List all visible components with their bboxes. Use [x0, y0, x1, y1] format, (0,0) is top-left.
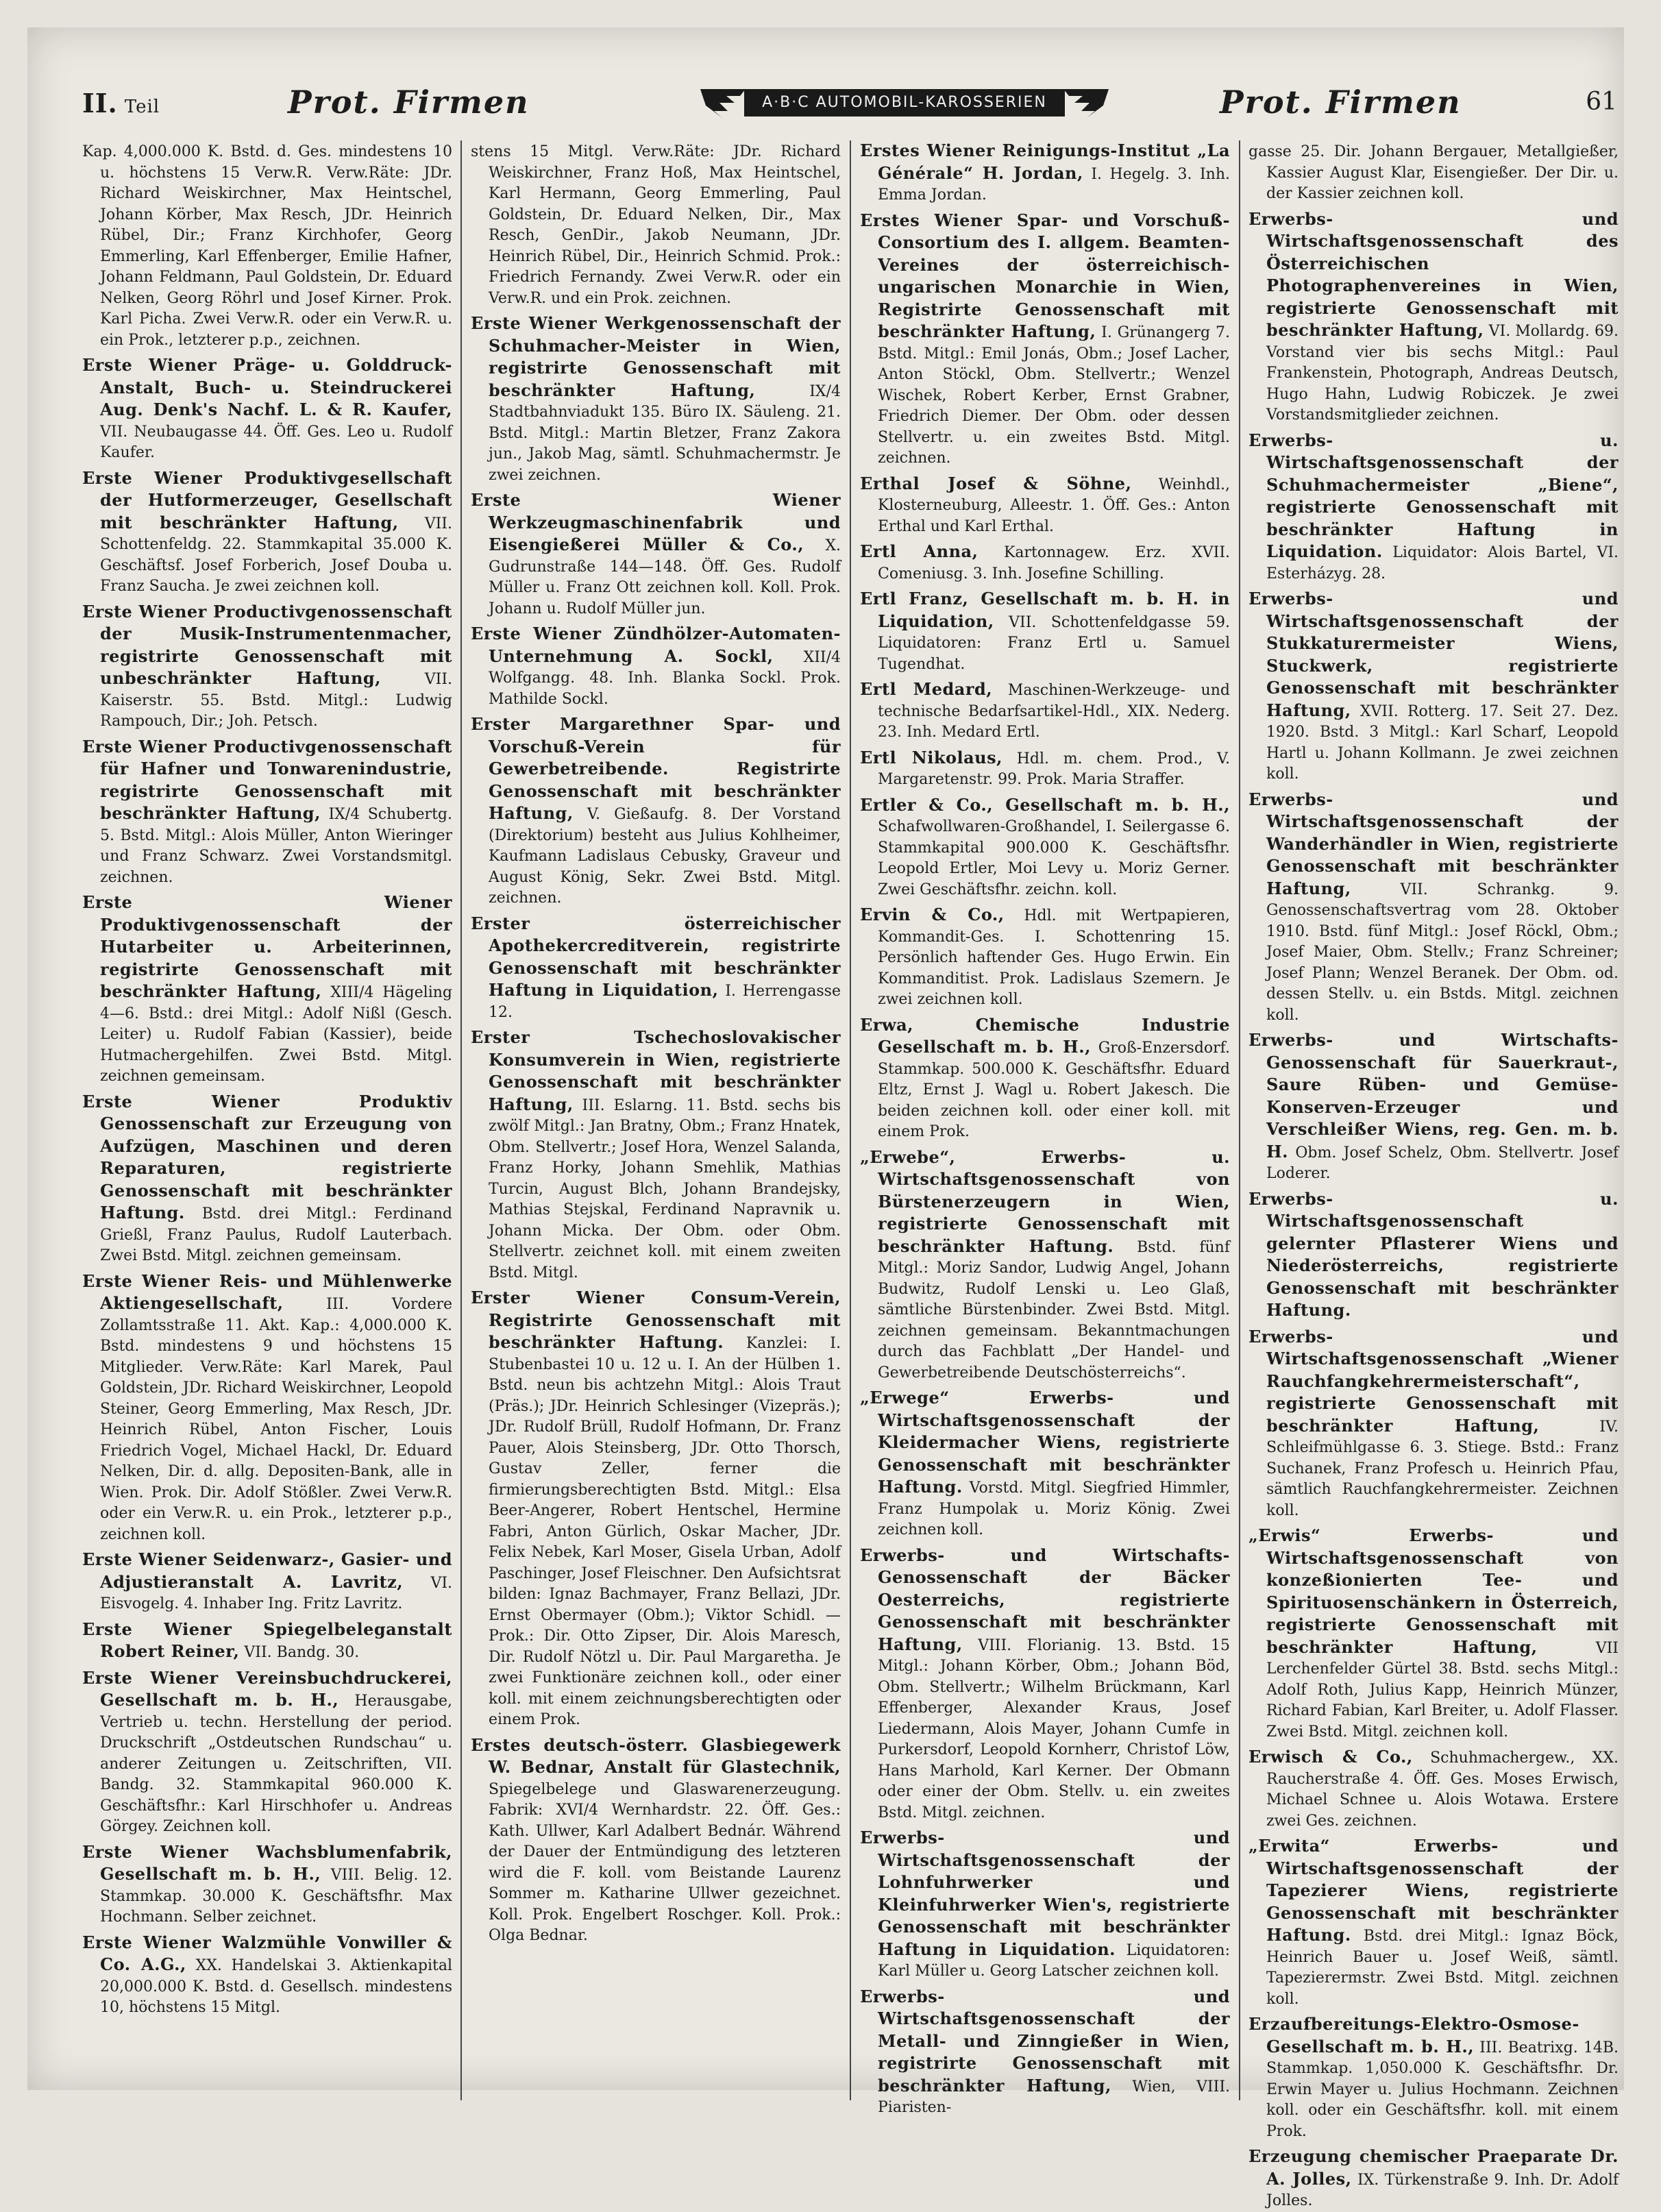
firm-name: Erthal Josef & Söhne,	[860, 473, 1132, 493]
firm-name: Ertl Franz, Gesellschaft m. b. H. in Liquidation,	[860, 589, 1230, 631]
directory-entry	[82, 355, 452, 464]
firm-details: XIII/4 Hägeling 4—6. Bstd.: drei Mitgl.: Adolf Nißl (Gesch. Leiter) u. Rudolf Fabian (Kassier), beide Hutmachergehilfen. Zwei Bstd. Mitgl. zeichnen gemeinsam.	[100, 984, 452, 1085]
firm-details: IV. Schleifmühlgasse 6. 3. Stiege. Bstd.: Franz Suchanek, Franz Profesch u. Heinrich Pfau, sämtlich Rauchfangkehrermeister. Zeichnen koll.	[1266, 1418, 1619, 1519]
firm-details: V. Gießaufg. 8. Der Vorstand (Direktorium) besteht aus Julius Kohlheimer, Kaufmann Ladislaus Cebusky, Graveur und August König, Sekr. Zwei Bstd. Mitgl. zeichnen.	[489, 806, 841, 907]
firm-name: Erste Wiener Werkzeugmaschinenfabrik und Eisengießerei Müller & Co.,	[471, 490, 841, 554]
section-label	[82, 88, 160, 119]
directory-entry	[82, 892, 452, 1087]
directory-entry	[1248, 1525, 1619, 1743]
firm-name: Erstes Wiener Reinigungs-Institut „La Générale“ H. Jordan,	[860, 140, 1230, 183]
directory-entry	[1248, 140, 1619, 205]
firm-name: „Erwege“ Erwerbs- und Wirtschaftsgenossenschaft der Kleidermacher Wiens, registrierte Genossenschaft mit beschränkter Haftung.	[860, 1388, 1230, 1497]
directory-entry	[471, 714, 841, 909]
directory-entry	[471, 1735, 841, 1947]
directory-entry	[860, 210, 1230, 469]
directory-entry	[82, 1092, 452, 1267]
firm-details: VII. Kaiserstr. 55. Bstd. Mitgl.: Ludwig Rampouch, Dir.; Joh. Petsch.	[100, 671, 452, 730]
firm-details: VII. Schottenfeldgasse 59. Liquidatoren: Franz Ertl u. Samuel Tugendhat.	[878, 613, 1230, 673]
firm-name: Erzaufbereitungs-Elektro-Osmose-Gesellschaft m. b. H.,	[1248, 2014, 1579, 2056]
firm-name: Erwerbs- und Wirtschaftsgenossenschaft der Wanderhändler in Wien, registrierte Genossenschaft mit beschränkter Haftung,	[1248, 789, 1619, 898]
directory-entry	[471, 140, 841, 309]
firm-name: Ertl Nikolaus,	[860, 747, 1002, 767]
column-rule	[850, 140, 851, 2100]
firm-name: Erwerbs- und Wirtschaftsgenossenschaft „Wiener Rauchfangkehrermeisterschaft“, registrierte Genossenschaft mit beschränkter Haftung,	[1248, 1326, 1619, 1436]
directory-entry	[1248, 209, 1619, 426]
firm-name: Erwerbs- und Wirtschafts-Genossenschaft der Bäcker Oesterreichs, registrierte Genossenschaft mit beschränkter Haftung,	[860, 1545, 1230, 1654]
firm-name: Erster Margarethner Spar- und Vorschuß-Verein für Gewerbetreibende. Registrirte Genossenschaft mit beschränkter Haftung,	[471, 714, 841, 823]
directory-entry	[860, 1388, 1230, 1541]
directory-entry	[82, 737, 452, 889]
section-roman: II.	[82, 88, 118, 119]
firm-details: XII/4 Wolfgangg. 48. Inh. Blanka Sockl. Prok. Mathilde Sockl.	[489, 648, 841, 708]
firm-details: Kap. 4,000.000 K. Bstd. d. Ges. mindestens 10 u. höchstens 15 Verw.R. Verw.Räte: JDr. Richard Weiskirchner, Max Heintschel, Johann Körber, Max Resch, JDr. Heinrich Rübel, Dir.; Franz Kirchhofer, Georg Emmerling, Karl Effenberger, Emilie Hafner, Johann Feldmann, Paul Goldstein, Dr. Eduard Nelken, Georg Röhrl und Josef Kirner. Prok. Karl Picha. Zwei Verw.R. oder ein Verw.R. u. ein Prok., letzterer p.p., zeichnen.	[82, 143, 452, 349]
directory-entry	[1248, 1836, 1619, 2010]
column-rule	[460, 140, 462, 2100]
firm-name: Erste Wiener Productivgenossenschaft für Hafner und Tonwarenindustrie, registrirte Genossenschaft mit beschränkter Haftung,	[82, 736, 452, 823]
directory-entry	[860, 795, 1230, 901]
firm-name: Erwisch & Co.,	[1248, 1747, 1413, 1767]
directory-entry	[82, 468, 452, 598]
directory-entry	[471, 1027, 841, 1283]
firm-details: Spiegelbelege und Glaswarenerzeugung. Fabrik: XVI/4 Wernhardstr. 22. Öff. Ges.: Kath. Ullwer, Karl Adalbert Bednár. Während der Dauer der Entmündigung des letzteren wird die F. koll. vom Beistande Laurenz Sommer m. Katharine Ullwer gezeichnet. Koll. Prok. Engelbert Roschger. Koll. Prok.: Olga Bednar.	[489, 1780, 841, 1944]
firm-details: Bstd. drei Mitgl.: Ferdinand Grießl, Franz Paulus, Rudolf Lauterbach. Zwei Bstd. Mitgl. zeichnen gemeinsam.	[100, 1205, 452, 1264]
firm-details: III. Vordere Zollamtsstraße 11. Akt. Kap.: 4,000.000 K. Bstd. mindestens 9 und höchstens 15 Mitglieder. Verw.Räte: Karl Marek, Paul Goldstein, JDr. Richard Weiskirchner, Leopold Steiner, Georg Emmerling, Max Resch, JDr. Heinrich Rübel, Anton Fischer, Louis Friedrich Vogel, Michael Hackl, Dr. Eduard Nelken, Dir. d. allg. Depositen-Bank, alle in Wien. Prok. Dir. Adolf Stößler. Zwei Verw.R. oder ein Verw.R. u. ein Prok., letzterer p.p., zeichnen koll.	[100, 1296, 452, 1543]
firm-name: Ertler & Co., Gesellschaft m. b. H.,	[860, 794, 1230, 815]
column-4	[1248, 140, 1619, 2209]
firm-details: VII. Neubaugasse 44. Öff. Ges. Leo u. Rudolf Kaufer.	[100, 423, 452, 461]
directory-entry	[860, 1545, 1230, 1824]
firm-name: Erste Wiener Reis- und Mühlenwerke Aktiengesellschaft,	[82, 1270, 452, 1313]
banner-text: A·B·C AUTOMOBIL-KAROSSERIEN	[744, 89, 1065, 116]
firm-details: gasse 25. Dir. Johann Bergauer, Metallgießer, Kassier August Klar, Eisengießer. Der Dir. u. der Kassier zeichnen koll.	[1248, 143, 1619, 202]
firm-name: Erstes deutsch-österr. Glasbiegewerk W. Bednar, Anstalt für Glastechnik,	[471, 1734, 841, 1777]
firm-name: „Erwis“ Erwerbs- und Wirtschaftsgenossenschaft von konzeßionierten Tee- und Spirituosenschänkern in Österreich, registrierte Genossenschaft mit beschränkter Haftung,	[1248, 1525, 1619, 1657]
firm-name: Ervin & Co.,	[860, 905, 1005, 924]
firm-details: X. Gudrunstraße 144—148. Öff. Ges. Rudolf Müller u. Franz Ott zeichnen koll. Koll. Prok. Johann u. Rudolf Müller jun.	[489, 537, 841, 617]
firm-name: Erste Wiener Produktiv Genossenschaft zur Erzeugung von Aufzügen, Maschinen und deren Reparaturen, registrierte Genossenschaft mit beschränkter Haftung.	[82, 1091, 452, 1222]
firm-details: stens 15 Mitgl. Verw.Räte: JDr. Richard Weiskirchner, Franz Hoß, Max Heintschel, Karl Hermann, Georg Emmerling, Paul Goldstein, Dr. Eduard Nelken, Dir., Max Resch, GenDir., Jakob Neumann, JDr. Heinrich Rübel, Dir., Heinrich Schmid. Prok.: Friedrich Fernandy. Zwei Verw.R. oder ein Verw.R. und ein Prok. zeichnen.	[471, 143, 841, 307]
directory-entry	[471, 313, 841, 486]
firm-details: IX/4 Stadtbahnviadukt 135. Büro IX. Säuleng. 21. Bstd. Mitgl.: Martin Bletzer, Franz Zakora jun., Jakob Mag, sämtl. Schuhmachermstr. Je zwei zeichnen.	[489, 382, 841, 484]
firm-details: I. Herrengasse 12.	[489, 983, 841, 1021]
firm-name: Erste Wiener Spiegelbeleganstalt Robert Reiner,	[82, 1619, 452, 1661]
column-rule	[1239, 140, 1240, 2100]
firm-details: VI. Eisvogelg. 4. Inhaber Ing. Fritz Lavritz.	[100, 1574, 453, 1612]
firm-details: Kartonnagew. Erz. XVII. Comeniusg. 3. Inh. Josefine Schilling.	[878, 544, 1231, 582]
directory-entry	[1248, 2014, 1619, 2142]
firm-name: Erwerbs- und Wirtschaftsgenossenschaft der Stukkaturermeister Wiens, Stuckwerk, registrierte Genossenschaft mit beschränkter Haftung,	[1248, 589, 1619, 720]
directory-entry	[860, 1987, 1230, 2119]
firm-name: „Erwita“ Erwerbs- und Wirtschaftsgenossenschaft der Tapezierer Wiens, registrierte Genossenschaft mit beschränkter Haftung.	[1248, 1836, 1619, 1945]
firm-name: Erste Wiener Werkgenossenschaft der Schuhmacher-Meister in Wien, registrirte Genossenschaft mit beschränkter Haftung,	[471, 313, 841, 400]
firm-name: Erste Wiener Vereinsbuchdruckerei, Gesellschaft m. b. H.,	[82, 1667, 452, 1710]
firm-details: III. Eslarng. 11. Bstd. sechs bis zwölf Mitgl.: Jan Bratny, Obm.; Franz Hnatek, Obm. Stellvertr.; Josef Hora, Wenzel Salanda, Franz Horky, Johann Smehlik, Mathias Turcin, August Blch, Johann Brandejsky, Mathias Stejskal, Ferdinand Napravnik u. Johann Micka. Der Obm. oder Obm. Stellvertr. zeichnet koll. mit einem zweiten Bstd. Mitgl.	[489, 1096, 841, 1281]
firm-details: IX/4 Schubertg. 5. Bstd. Mitgl.: Alois Müller, Anton Wieringer und Franz Schwarz. Zwei Vorstandsmitgl. zeichnen.	[100, 806, 452, 886]
directory-entry	[1248, 2146, 1619, 2212]
directory-entry	[860, 679, 1230, 744]
column-2	[471, 140, 841, 2100]
directory-entry	[82, 1668, 452, 1838]
firm-name: Erstes Wiener Spar- und Vorschuß-Consortium des I. allgem. Beamten-Vereines der österreichisch-ungarischen Monarchie in Wien, Registrirte Genossenschaft mit beschränkter Haftung,	[860, 210, 1230, 341]
directory-entry	[82, 1619, 452, 1664]
firm-name: Erster österreichischer Apothekercreditverein, registrirte Genossenschaft mit beschränkter Haftung in Liquidation,	[471, 913, 841, 1000]
firm-name: Erwerbs- u. Wirtschaftsgenossenschaft der Schuhmachermeister „Biene“, registrierte Genossenschaft mit beschränkter Haftung in Liquidation.	[1248, 430, 1619, 561]
firm-details: III. Beatrixg. 14B. Stammkap. 1,050.000 K. Geschäftsfhr. Dr. Erwin Mayer u. Julius Hochmann. Zeichnen koll. oder ein Geschäftsfhr. koll. mit einem Prok.	[1266, 2039, 1619, 2140]
firm-name: Erster Tschechoslovakischer Konsumverein in Wien, registrierte Genossenschaft mit beschränkter Haftung,	[471, 1027, 841, 1114]
firm-name: Ertl Medard,	[860, 679, 993, 699]
directory-entry	[860, 1147, 1230, 1384]
firm-name: Erste Wiener Zündhölzer-Automaten-Unternehmung A. Sockl,	[471, 624, 841, 666]
firm-details: Obm. Josef Schelz, Obm. Stellvertr. Josef Loderer.	[1266, 1144, 1619, 1182]
firm-name: Erste Wiener Walzmühle Vonwiller & Co. A.G.,	[82, 1932, 452, 1974]
firm-details: I. Hegelg. 3. Inh. Emma Jordan.	[878, 165, 1230, 204]
firm-name: Erwerbs- und Wirtschaftsgenossenschaft der Metall- und Zinngießer in Wien, registrirte Genossenschaft mit beschränkter Haftung,	[860, 1986, 1230, 2096]
firm-details: Liquidator: Alois Bartel, VI. Esterházyg. 28.	[1266, 544, 1619, 582]
firm-details: Schafwollwaren-Großhandel, I. Seilergasse 6. Stammkapital 900.000 K. Geschäftsfhr. Leopold Ertler, Moi Levy u. Moriz Gerner. Zwei Geschäftsfhr. zeichn. koll.	[878, 818, 1230, 898]
directory-entry	[82, 1842, 452, 1928]
firm-details: Hdl. m. chem. Prod., V. Margaretenstr. 99. Prok. Maria Straffer.	[878, 750, 1230, 788]
firm-name: Erste Wiener Wachsblumenfabrik, Gesellschaft m. b. H.,	[82, 1841, 452, 1884]
banner-logo	[699, 81, 1110, 125]
firm-details: VII. Schrankg. 9. Genossenschaftsvertrag vom 28. Oktober 1910. Bstd. fünf Mitgl.: Josef Röckl, Obm.; Josef Maier, Obm. Stellv.; Franz Schreiner; Josef Plann; Wenzel Beranek. Der Obm. od. dessen Stellv. u. ein Bstds. Mitgl. zeichnen koll.	[1266, 881, 1619, 1024]
directory-entry	[860, 541, 1230, 585]
running-title-right: Prot. Firmen	[1220, 84, 1462, 121]
firm-details: VIII. Belig. 12. Stammkap. 30.000 K. Geschäftsfhr. Max Hochmann. Selber zeichnet.	[100, 1867, 453, 1926]
firm-details: VI. Mollardg. 69. Vorstand vier bis sechs Mitgl.: Paul Frankenstein, Photograph, Andreas Deutsch, Hugo Hahn, Ludwig Robiczek. Je zwei Vorstandsmitglieder zeichnen.	[1266, 323, 1619, 423]
firm-details: VIII. Florianig. 13. Bstd. 15 Mitgl.: Johann Körber, Obm.; Johann Böd, Obm. Stellvertr.; Wilhelm Brückmann, Karl Effenberger, Alexander Kraus, Josef Liedermann, Alois Mayer, Johann Cumfe in Purkersdorf, Leopold Kornherr, Christof Löw, Hans Marhold, Karl Kerner. Der Obmann oder einer der Obm. Stellv. u. ein zweites Bstd. Mitgl. zeichnen.	[878, 1636, 1231, 1821]
firm-name: Erste Wiener Produktivgesellschaft der Hutformerzeuger, Gesellschaft mit beschränkter Haftung,	[82, 467, 452, 532]
firm-name: „Erwebe“, Erwerbs- u. Wirtschaftsgenossenschaft von Bürstenerzeugern in Wien, registrierte Genossenschaft mit beschränkter Haftung.	[860, 1146, 1230, 1256]
firm-name: Erste Wiener Seidenwarz-, Gasier- und Adjustieranstalt A. Lavritz,	[82, 1549, 452, 1592]
directory-entry	[471, 1288, 841, 1731]
firm-details: Liquidatoren: Karl Müller u. Georg Latscher zeichnen koll.	[878, 1941, 1230, 1980]
firm-details: Weinhdl., Klosterneuburg, Alleestr. 1. Öff. Ges.: Anton Erthal und Karl Erthal.	[878, 476, 1230, 535]
section-part: Teil	[124, 97, 160, 117]
directory-entry	[471, 913, 841, 1024]
directory-entry	[860, 589, 1230, 675]
directory-columns	[82, 140, 1624, 2209]
firm-details: Maschinen-Werkzeuge- und technische Bedarfsartikel-Hdl., XIX. Nederg. 23. Inh. Medard Ertl.	[878, 682, 1230, 741]
firm-details: XX. Handelskai 3. Aktienkapital 20,000.000 K. Bstd. d. Gesellsch. mindestens 10, höchstens 15 Mitgl.	[100, 1957, 453, 2016]
firm-name: Erwerbs- und Wirtschafts-Genossenschaft für Sauerkraut-, Saure Rüben- und Gemüse-Konserven-Erzeuger und Verschleißer Wiens, reg. Gen. m. b. H.	[1248, 1030, 1619, 1162]
directory-entry	[82, 1271, 452, 1546]
firm-details: IX. Türkenstraße 9. Inh. Dr. Adolf Jolles.	[1266, 2171, 1619, 2209]
directory-entry	[471, 624, 841, 710]
wing-right-icon	[1062, 85, 1110, 121]
directory-entry	[82, 1932, 452, 2019]
directory-entry	[860, 748, 1230, 791]
directory-entry	[82, 140, 452, 351]
column-1	[82, 140, 452, 2100]
firm-name: Erwerbs- und Wirtschaftsgenossenschaft der Lohnfuhrwerker und Kleinfuhrwerker Wien's, registrierte Genossenschaft mit beschränkter Haftung in Liquidation.	[860, 1828, 1230, 1959]
directory-entry	[82, 1549, 452, 1615]
wing-left-icon	[699, 85, 747, 121]
firm-details: VII. Schottenfeldg. 22. Stammkapital 35.000 K. Geschäftsf. Josef Forberich, Josef Douba u. Franz Saucha. Je zwei zeichnen koll.	[100, 515, 452, 595]
firm-details: Groß-Enzersdorf. Stammkap. 500.000 K. Geschäftsfhr. Eduard Eltz, Ernst J. Wagl u. Robert Jakesch. Die beiden zeichnen koll. oder einer koll. mit einem Prok.	[878, 1040, 1231, 1140]
directory-entry	[471, 490, 841, 619]
firm-name: Ertl Anna,	[860, 541, 979, 561]
directory-entry	[860, 474, 1230, 538]
firm-name: Erste Wiener Produktivgenossenschaft der Hutarbeiter u. Arbeiterinnen, registrirte Genossenschaft mit beschränkter Haftung,	[82, 892, 452, 1001]
directory-entry	[1248, 430, 1619, 585]
directory-entry	[860, 1828, 1230, 1982]
firm-name: Erwerbs- u. Wirtschaftsgenossenschaft gelernter Pflasterer Wiens und Niederösterreichs, registrierte Genossenschaft mit beschränkter Haftung.	[1248, 1188, 1619, 1320]
firm-name: Erster Wiener Consum-Verein, Registrirte Genossenschaft mit beschränkter Haftung.	[471, 1288, 841, 1352]
firm-details: XVII. Rotterg. 17. Seit 27. Dez. 1920. Bstd. 3 Mitgl.: Karl Scharf, Leopold Hartl u. Johann Kollmann. Je zwei zeichnen koll.	[1266, 702, 1619, 783]
column-3	[860, 140, 1231, 2116]
page	[27, 27, 1624, 2209]
firm-details: VII. Bandg. 30.	[244, 1644, 360, 1661]
firm-details: Vorstd. Mitgl. Siegfried Himmler, Franz Humpolak u. Moriz König. Zwei zeichnen koll.	[878, 1479, 1230, 1538]
directory-entry	[860, 905, 1230, 1011]
directory-entry	[860, 1015, 1230, 1143]
directory-entry	[860, 140, 1230, 206]
firm-details: Bstd. drei Mitgl.: Ignaz Böck, Heinrich Bauer u. Josef Weiß, sämtl. Tapezierermstr. Zwei Bstd. Mitgl. zeichnen koll.	[1266, 1928, 1619, 2008]
firm-details: Schuhmachergew., XX. Raucherstraße 4. Öff. Ges. Moses Erwisch, Michael Schnee u. Alois Wotawa. Erstere zwei Ges. zeichnen.	[1266, 1749, 1619, 1830]
directory-entry	[1248, 1030, 1619, 1185]
page-header	[82, 81, 1624, 129]
firm-name: Erwa, Chemische Industrie Gesellschaft m. b. H.,	[860, 1014, 1230, 1057]
directory-entry	[1248, 589, 1619, 785]
running-title-left: Prot. Firmen	[288, 84, 530, 121]
directory-entry	[1248, 789, 1619, 1027]
directory-entry	[82, 602, 452, 733]
page-number: 61	[1586, 88, 1617, 116]
firm-name: Erste Wiener Productivgenossenschaft der Musik-Instrumentenmacher, registrirte Genossenschaft mit unbeschränkter Haftung,	[82, 601, 452, 688]
firm-details: Bstd. fünf Mitgl.: Moriz Sandor, Ludwig Angel, Johann Budwitz, Rudolf Lenski u. Leo Glaß, sämtliche Bürstenbinder. Zwei Bstd. Mitgl. zeichnen gemeinsam. Bekanntmachungen durch das Fachblatt „Der Handel- und Gewerbetreibende Deutschösterreichs“.	[878, 1238, 1230, 1381]
directory-entry	[1248, 1747, 1619, 1832]
firm-details: I. Grünangerg 7. Bstd. Mitgl.: Emil Jonás, Obm.; Josef Lacher, Anton Stöckl, Obm. Stellvertr.; Wenzel Wischek, Robert Kerber, Ernst Grabner, Friedrich Diemer. Der Obm. oder dessen Stellvertr. u. ein zweites Bstd. Mitgl. zeichnen.	[878, 324, 1230, 467]
firm-details: Wien, VIII. Piaristen-	[878, 2078, 1230, 2116]
firm-details: Kanzlei: I. Stubenbastei 10 u. 12 u. I. An der Hülben 1. Bstd. neun bis achtzehn Mitgl.: Alois Traut (Präs.); JDr. Heinrich Schlesinger (Vizepräs.); JDr. Rudolf Brüll, Rudolf Hofmann, Dr. Franz Pauer, Alois Steinsberg, JDr. Otto Thorsch, Gustav Zeller, ferner die firmierungsberechtigten Bstd. Mitgl.: Elsa Beer-Angerer, Robert Hentschel, Hermine Fabri, Anton Gürlich, Oskar Macher, JDr. Felix Nebek, Karl Moser, Gisela Urban, Adolf Paschinger, Josef Fleischner. Den Aufsichtsrat bilden: Ignaz Bachmayer, Franz Bellazi, JDr. Ernst Obermayer (Obm.); Viktor Schidl. — Prok.: Dir. Otto Zipser, Dir. Alois Maresch, Dir. Rudolf Nötzl u. Dir. Paul Margaretha. Je zwei Funktionäre zeichnen koll., oder einer koll. mit einem zeichnungsberechtigten oder einem Prok.	[489, 1335, 841, 1728]
firm-name: Erwerbs- und Wirtschaftsgenossenschaft des Österreichischen Photographenvereines in Wien, registrierte Genossenschaft mit beschränkter Haftung,	[1248, 208, 1619, 340]
firm-name: Erste Wiener Präge- u. Golddruck-Anstalt, Buch- u. Steindruckerei Aug. Denk's Nachf. L. & R. Kaufer,	[82, 355, 452, 419]
directory-entry	[1248, 1327, 1619, 1522]
firm-details: Hdl. mit Wertpapieren, Kommandit-Ges. I. Schottenring 15. Persönlich haftender Ges. Hugo Erwin. Ein Kommanditist. Prok. Ladislaus Szemern. Je zwei zeichnen koll.	[878, 907, 1230, 1008]
firm-details: VII Lerchenfelder Gürtel 38. Bstd. sechs Mitgl.: Adolf Roth, Julius Kapp, Heinrich Münzer, Richard Fabian, Karl Breiter, u. Adolf Flasser. Zwei Bstd. Mitgl. zeichnen koll.	[1266, 1639, 1619, 1741]
firm-name: Erzeugung chemischer Praeparate Dr. A. Jolles,	[1248, 2146, 1619, 2189]
firm-details: Herausgabe, Vertrieb u. techn. Herstellung der period. Druckschrift „Ostdeutschen Rundschau“ u. anderer Zeitungen u. Zeitschriften, VII. Bandg. 32. Stammkapital 960.000 K. Geschäftsfhr.: Karl Hirschhofer u. Andreas Görgey. Zeichnen koll.	[100, 1693, 452, 1835]
directory-entry	[1248, 1189, 1619, 1323]
